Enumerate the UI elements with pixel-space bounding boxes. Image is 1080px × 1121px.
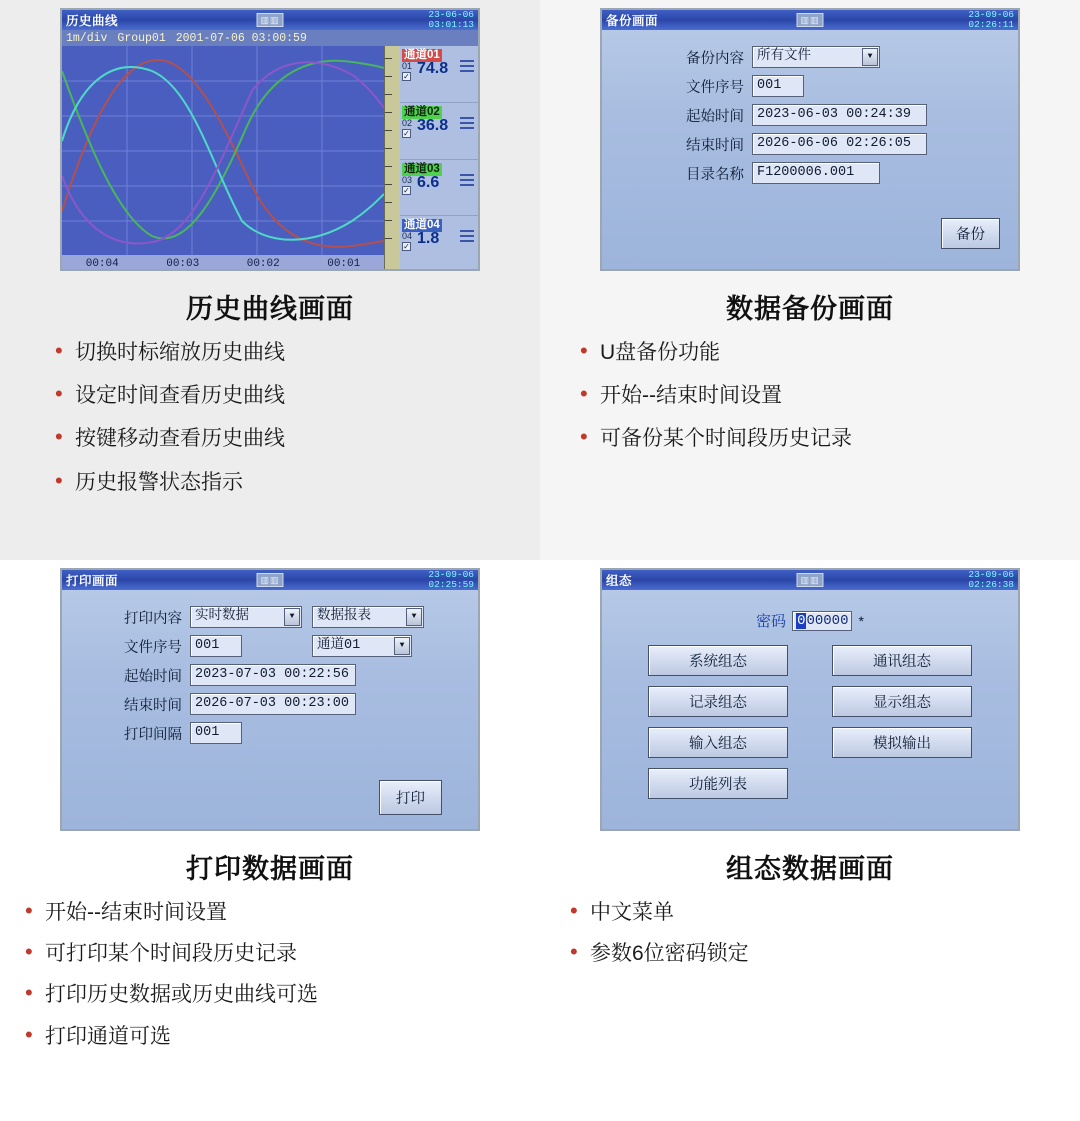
channel-bars-icon <box>460 174 474 189</box>
config-button-analog-output[interactable]: 模拟输出 <box>832 727 972 758</box>
history-titlebar <box>62 10 478 30</box>
print-content-select[interactable] <box>190 606 302 628</box>
list-item: • 中文菜单 <box>570 900 1080 925</box>
config-button-input[interactable]: 输入组态 <box>648 727 788 758</box>
history-timestamp: 2001-07-06 03:00:59 <box>175 31 307 45</box>
config-feature-list <box>540 900 1080 966</box>
form-row-print-interval <box>62 722 478 744</box>
channel-checkbox[interactable]: ✓ <box>403 242 410 252</box>
form-row-print-content <box>62 606 478 628</box>
backup-caption: 数据备份画面 <box>726 294 894 324</box>
print-titlebar <box>62 570 478 590</box>
channel-row[interactable] <box>400 160 478 217</box>
config-clock-time: 02:26:38 <box>968 579 1014 590</box>
config-device-screen <box>600 568 1020 831</box>
config-caption: 组态数据画面 <box>726 854 894 884</box>
list-item: • U盘备份功能 <box>580 340 1080 365</box>
list-item: • 开始--结束时间设置 <box>580 383 1080 408</box>
channel-number: 04 <box>402 231 413 242</box>
backup-button[interactable]: 备份 <box>941 218 1000 249</box>
password-input[interactable] <box>792 611 852 631</box>
config-button-grid <box>602 645 1018 799</box>
xaxis-tick: 00:01 <box>327 258 361 270</box>
backup-device-screen <box>600 8 1020 271</box>
form-row-file-index <box>602 75 1018 97</box>
list-item: • 参数6位密码锁定 <box>570 941 1080 966</box>
config-title: 组态 <box>606 574 633 588</box>
channel-bars-icon <box>460 117 474 132</box>
print-caption: 打印数据画面 <box>186 854 354 884</box>
config-body <box>602 590 1018 831</box>
channel-name: 通道01 <box>404 49 440 61</box>
form-row-directory-name <box>602 162 1018 184</box>
password-rest-digits: 00000 <box>806 612 849 629</box>
chevron-down-icon[interactable]: ▼ <box>284 608 300 626</box>
print-channel-select[interactable] <box>312 635 412 657</box>
list-item: • 打印通道可选 <box>25 1024 540 1049</box>
history-plot[interactable] <box>62 46 384 255</box>
print-report-value: 数据报表 <box>317 609 371 624</box>
form-row-start-time <box>62 664 478 686</box>
channel-checkbox[interactable]: ✓ <box>403 185 410 195</box>
form-row-end-time <box>602 133 1018 155</box>
backup-screen-wrap <box>540 0 1080 271</box>
backup-clock <box>968 10 1014 30</box>
config-button-record[interactable]: 记录组态 <box>648 686 788 717</box>
print-report-select[interactable] <box>312 606 424 628</box>
channel-value: 74.8 <box>417 60 449 77</box>
history-xaxis <box>62 255 384 271</box>
field-label: 打印间隔 <box>124 726 182 743</box>
start-time-input[interactable]: 2023-06-03 00:24:39 <box>752 104 927 126</box>
print-start-time-input[interactable]: 2023-07-03 00:22:56 <box>190 664 356 686</box>
channel-name: 通道02 <box>404 105 440 118</box>
chevron-down-icon[interactable]: ▼ <box>406 608 422 626</box>
print-title: 打印画面 <box>66 574 119 588</box>
config-clock <box>968 570 1014 590</box>
backup-clock-date: 23-09-06 <box>968 9 1014 20</box>
field-label: 结束时间 <box>124 697 182 714</box>
channel-bars-icon <box>460 230 474 245</box>
field-label: 打印内容 <box>124 610 182 627</box>
list-item: • 按键移动查看历史曲线 <box>55 426 540 451</box>
field-label: 备份内容 <box>686 50 744 67</box>
print-end-time-input[interactable]: 2026-07-03 00:23:00 <box>190 693 356 715</box>
history-feature-list <box>0 340 540 495</box>
form-row-file-index <box>62 635 478 657</box>
history-scale-strip <box>384 46 400 271</box>
channel-checkbox[interactable]: ✓ <box>403 128 410 138</box>
chart-icon: ▥▥ <box>256 573 283 587</box>
config-clock-date: 23-09-06 <box>968 569 1014 580</box>
trend-curves <box>62 46 384 255</box>
panel-backup <box>540 0 1080 560</box>
history-scale: 1m/div <box>66 31 108 45</box>
channel-row[interactable] <box>400 103 478 160</box>
channel-number: 03 <box>402 174 413 185</box>
channel-number: 02 <box>402 117 413 128</box>
panel-config <box>540 560 1080 1121</box>
history-body <box>62 30 478 271</box>
print-channel-value: 通道01 <box>317 638 361 653</box>
field-label: 起始时间 <box>686 108 744 125</box>
config-button-system[interactable]: 系统组态 <box>648 645 788 676</box>
backup-form <box>602 30 1018 271</box>
history-group: Group01 <box>117 31 166 45</box>
chart-icon: ▥▥ <box>796 13 823 27</box>
field-label: 文件序号 <box>686 79 744 96</box>
history-screen-wrap <box>0 0 540 271</box>
chevron-down-icon[interactable]: ▼ <box>394 637 410 655</box>
field-label: 起始时间 <box>124 668 182 685</box>
xaxis-tick: 00:03 <box>166 258 200 270</box>
xaxis-tick: 00:02 <box>246 258 280 270</box>
print-device-screen <box>60 568 480 831</box>
xaxis-tick: 00:04 <box>85 258 119 270</box>
password-label: 密码 <box>756 613 787 630</box>
print-file-index-input[interactable]: 001 <box>190 635 242 657</box>
channel-number: 01 <box>402 61 413 71</box>
form-row-end-time <box>62 693 478 715</box>
backup-feature-list <box>540 340 1080 452</box>
field-label: 文件序号 <box>124 639 182 656</box>
print-form <box>62 590 478 831</box>
list-item: • 设定时间查看历史曲线 <box>55 383 540 408</box>
channel-row[interactable] <box>400 216 478 271</box>
history-caption: 历史曲线画面 <box>186 294 354 324</box>
print-clock-time: 02:25:59 <box>428 579 474 590</box>
print-content-value: 实时数据 <box>195 609 249 624</box>
config-button-comm[interactable]: 通讯组态 <box>832 645 972 676</box>
backup-clock-time: 02:26:11 <box>968 19 1014 30</box>
password-asterisk: * <box>858 612 864 629</box>
chevron-down-icon[interactable]: ▼ <box>862 48 878 66</box>
list-item: • 历史报警状态指示 <box>55 470 540 495</box>
config-button-function-list[interactable]: 功能列表 <box>648 768 788 799</box>
channel-value: 1.8 <box>417 230 440 248</box>
history-header <box>62 30 478 46</box>
backup-content-value: 所有文件 <box>757 49 811 64</box>
history-title: 历史曲线 <box>66 14 119 28</box>
password-first-digit: 0 <box>797 612 806 629</box>
channel-row[interactable] <box>400 46 478 103</box>
print-button[interactable]: 打印 <box>379 780 442 815</box>
list-item: • 可备份某个时间段历史记录 <box>580 426 1080 451</box>
chart-icon: ▥▥ <box>256 13 283 27</box>
history-clock-date: 23-06-06 <box>428 9 474 20</box>
config-screen-wrap <box>540 560 1080 831</box>
chart-icon: ▥▥ <box>796 573 823 587</box>
list-item: • 切换时标缩放历史曲线 <box>55 340 540 365</box>
print-interval-input[interactable]: 001 <box>190 722 242 744</box>
channel-name: 通道03 <box>404 162 440 175</box>
print-clock <box>428 570 474 590</box>
list-item: • 开始--结束时间设置 <box>25 900 540 925</box>
list-item: • 可打印某个时间段历史记录 <box>25 941 540 966</box>
panel-history <box>0 0 540 560</box>
print-clock-date: 23-09-06 <box>428 569 474 580</box>
print-feature-list <box>0 900 540 1049</box>
list-item: • 打印历史数据或历史曲线可选 <box>25 982 540 1007</box>
config-button-display[interactable]: 显示组态 <box>832 686 972 717</box>
channel-checkbox[interactable]: ✓ <box>403 72 410 81</box>
config-titlebar <box>602 570 1018 590</box>
channel-value: 36.8 <box>417 116 449 134</box>
history-channel-panel <box>400 46 478 271</box>
history-clock-time: 03:01:13 <box>428 19 474 30</box>
backup-title: 备份画面 <box>606 14 659 28</box>
backup-content-select[interactable] <box>752 46 880 68</box>
channel-value: 6.6 <box>417 173 440 191</box>
field-label: 结束时间 <box>686 137 744 154</box>
file-index-input[interactable]: 001 <box>752 75 804 97</box>
form-row-backup-content <box>602 46 1018 68</box>
print-screen-wrap <box>0 560 540 831</box>
end-time-input[interactable]: 2026-06-06 02:26:05 <box>752 133 927 155</box>
channel-bars-icon <box>460 60 474 75</box>
directory-name-input[interactable]: F1200006.001 <box>752 162 880 184</box>
password-row <box>602 610 1018 631</box>
field-label: 目录名称 <box>686 166 744 183</box>
history-clock <box>428 10 474 30</box>
form-row-start-time <box>602 104 1018 126</box>
backup-titlebar <box>602 10 1018 30</box>
channel-name: 通道04 <box>404 219 440 232</box>
history-device-screen <box>60 8 480 271</box>
panel-print <box>0 560 540 1121</box>
